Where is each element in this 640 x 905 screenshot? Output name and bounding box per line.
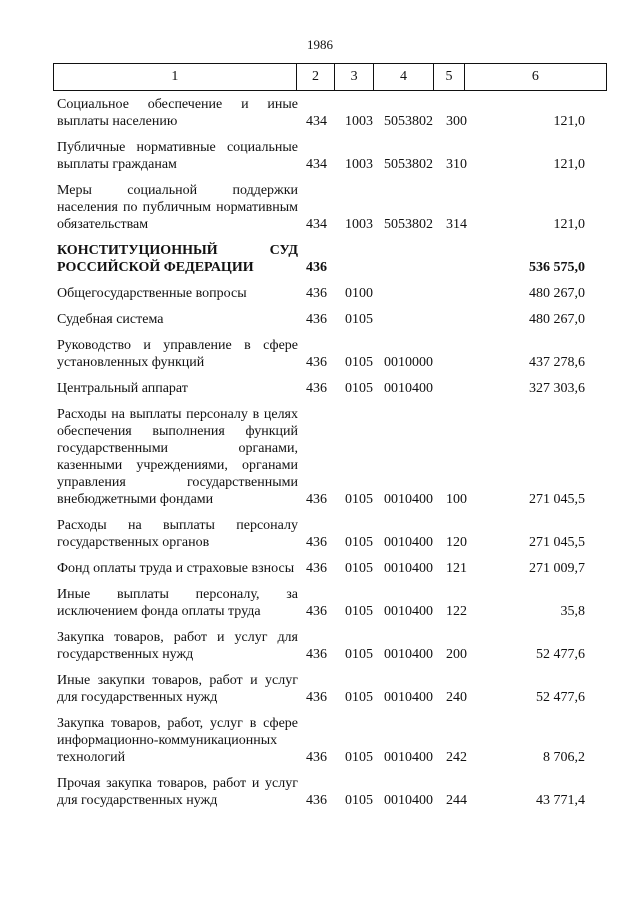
table-row bbox=[0, 337, 640, 371]
row-name: Расходы на выплаты персоналу в целях обеспечения выполнения функций государственными органами, казенными учреждениями, органами управления государственными внебюджетными фондами bbox=[57, 407, 298, 507]
row-c4-value: 5053802 bbox=[384, 114, 433, 129]
row-c4-value: 0010400 bbox=[384, 381, 433, 396]
row-c6-value: 271 045,5 bbox=[529, 535, 585, 550]
row-name: Судебная система bbox=[57, 312, 164, 327]
row-c2-value: 436 bbox=[306, 260, 327, 275]
row-c6-value: 536 575,0 bbox=[529, 260, 585, 275]
row-c2-value: 436 bbox=[306, 750, 327, 765]
row-c3-value: 1003 bbox=[345, 217, 373, 232]
row-c4-value: 0010400 bbox=[384, 750, 433, 765]
column-header-5: 5 bbox=[434, 64, 465, 91]
budget-table-body bbox=[0, 96, 640, 818]
row-c6-value: 327 303,6 bbox=[529, 381, 585, 396]
row-c2-value: 436 bbox=[306, 381, 327, 396]
column-header-1: 1 bbox=[54, 64, 297, 91]
row-c2-value: 436 bbox=[306, 492, 327, 507]
row-c6-value: 121,0 bbox=[553, 157, 585, 172]
row-c5-value: 242 bbox=[446, 750, 467, 765]
column-header-6: 6 bbox=[464, 64, 606, 91]
row-c3-value: 1003 bbox=[345, 114, 373, 129]
row-c2-value: 434 bbox=[306, 157, 327, 172]
row-c3-value: 0105 bbox=[345, 381, 373, 396]
row-c5-value: 121 bbox=[446, 561, 467, 576]
row-c5-value: 100 bbox=[446, 492, 467, 507]
table-row bbox=[0, 560, 640, 577]
row-c2-value: 434 bbox=[306, 217, 327, 232]
row-c6-value: 52 477,6 bbox=[536, 647, 585, 662]
row-c6-value: 437 278,6 bbox=[529, 355, 585, 370]
table-row bbox=[0, 715, 640, 766]
row-c2-value: 436 bbox=[306, 647, 327, 662]
row-c6-value: 271 009,7 bbox=[529, 561, 585, 576]
row-name: Иные выплаты персоналу, за исключением фонда оплаты труда bbox=[57, 587, 298, 619]
row-name: Иные закупки товаров, работ и услуг для государственных нужд bbox=[57, 673, 298, 705]
row-c3-value: 0105 bbox=[345, 647, 373, 662]
row-name: Закупка товаров, работ и услуг для государственных нужд bbox=[57, 630, 298, 662]
row-c4-value: 0010400 bbox=[384, 561, 433, 576]
row-c4-value: 0010000 bbox=[384, 355, 433, 370]
table-row bbox=[0, 96, 640, 130]
column-header-2: 2 bbox=[296, 64, 335, 91]
row-c6-value: 52 477,6 bbox=[536, 690, 585, 705]
row-c5-value: 314 bbox=[446, 217, 467, 232]
row-c4-value: 0010400 bbox=[384, 604, 433, 619]
row-name: Общегосударственные вопросы bbox=[57, 286, 247, 301]
row-name: Руководство и управление в сфере установленных функций bbox=[57, 338, 298, 370]
row-name: Фонд оплаты труда и страховые взносы bbox=[57, 561, 295, 576]
row-c4-value: 0010400 bbox=[384, 492, 433, 507]
table-row bbox=[0, 311, 640, 328]
row-c4-value: 5053802 bbox=[384, 157, 433, 172]
column-header-table bbox=[53, 63, 607, 91]
row-c3-value: 0100 bbox=[345, 286, 373, 301]
row-c3-value: 0105 bbox=[345, 561, 373, 576]
table-row bbox=[0, 380, 640, 397]
row-c4-value: 0010400 bbox=[384, 647, 433, 662]
row-name: Расходы на выплаты персоналу государственных органов bbox=[57, 518, 298, 550]
row-c5-value: 310 bbox=[446, 157, 467, 172]
row-c6-value: 480 267,0 bbox=[529, 286, 585, 301]
row-c5-value: 122 bbox=[446, 604, 467, 619]
table-row bbox=[0, 139, 640, 173]
table-row bbox=[0, 406, 640, 508]
row-c2-value: 436 bbox=[306, 312, 327, 327]
row-c6-value: 8 706,2 bbox=[543, 750, 585, 765]
row-name: КОНСТИТУЦИОННЫЙ СУД РОССИЙСКОЙ ФЕДЕРАЦИИ bbox=[57, 243, 298, 275]
row-c2-value: 436 bbox=[306, 286, 327, 301]
row-c4-value: 5053802 bbox=[384, 217, 433, 232]
row-c3-value: 0105 bbox=[345, 492, 373, 507]
row-c2-value: 436 bbox=[306, 561, 327, 576]
row-c4-value: 0010400 bbox=[384, 690, 433, 705]
row-c5-value: 120 bbox=[446, 535, 467, 550]
row-c2-value: 436 bbox=[306, 690, 327, 705]
table-row bbox=[0, 517, 640, 551]
row-c3-value: 1003 bbox=[345, 157, 373, 172]
row-c3-value: 0105 bbox=[345, 750, 373, 765]
column-header-3: 3 bbox=[335, 64, 374, 91]
row-c4-value: 0010400 bbox=[384, 535, 433, 550]
row-c2-value: 436 bbox=[306, 604, 327, 619]
row-name: Публичные нормативные социальные выплаты гражданам bbox=[57, 140, 298, 172]
row-c2-value: 436 bbox=[306, 535, 327, 550]
row-c3-value: 0105 bbox=[345, 604, 373, 619]
row-c3-value: 0105 bbox=[345, 793, 373, 808]
row-c3-value: 0105 bbox=[345, 355, 373, 370]
table-row bbox=[0, 242, 640, 276]
row-name: Центральный аппарат bbox=[57, 381, 188, 396]
row-name: Меры социальной поддержки населения по публичным нормативным обязательствам bbox=[57, 183, 298, 232]
row-c4-value: 0010400 bbox=[384, 793, 433, 808]
row-c6-value: 35,8 bbox=[560, 604, 585, 619]
row-c6-value: 121,0 bbox=[553, 217, 585, 232]
column-header-4: 4 bbox=[373, 64, 433, 91]
row-name: Закупка товаров, работ, услуг в сфере информационно-коммуникационных технологий bbox=[57, 716, 298, 765]
table-row bbox=[0, 775, 640, 809]
row-c5-value: 240 bbox=[446, 690, 467, 705]
table-row bbox=[0, 672, 640, 706]
table-row bbox=[0, 586, 640, 620]
row-c6-value: 43 771,4 bbox=[536, 793, 585, 808]
row-c2-value: 436 bbox=[306, 355, 327, 370]
row-c2-value: 434 bbox=[306, 114, 327, 129]
row-c3-value: 0105 bbox=[345, 312, 373, 327]
row-name: Прочая закупка товаров, работ и услуг для государственных нужд bbox=[57, 776, 298, 808]
row-c6-value: 121,0 bbox=[553, 114, 585, 129]
row-c2-value: 436 bbox=[306, 793, 327, 808]
row-c5-value: 244 bbox=[446, 793, 467, 808]
row-name: Социальное обеспечение и иные выплаты населению bbox=[57, 97, 298, 129]
page-number: 1986 bbox=[307, 37, 333, 52]
table-row bbox=[0, 182, 640, 233]
row-c3-value: 0105 bbox=[345, 535, 373, 550]
table-row bbox=[0, 285, 640, 302]
row-c6-value: 271 045,5 bbox=[529, 492, 585, 507]
row-c3-value: 0105 bbox=[345, 690, 373, 705]
row-c5-value: 300 bbox=[446, 114, 467, 129]
row-c6-value: 480 267,0 bbox=[529, 312, 585, 327]
column-header-row bbox=[54, 64, 607, 91]
row-c5-value: 200 bbox=[446, 647, 467, 662]
table-row bbox=[0, 629, 640, 663]
